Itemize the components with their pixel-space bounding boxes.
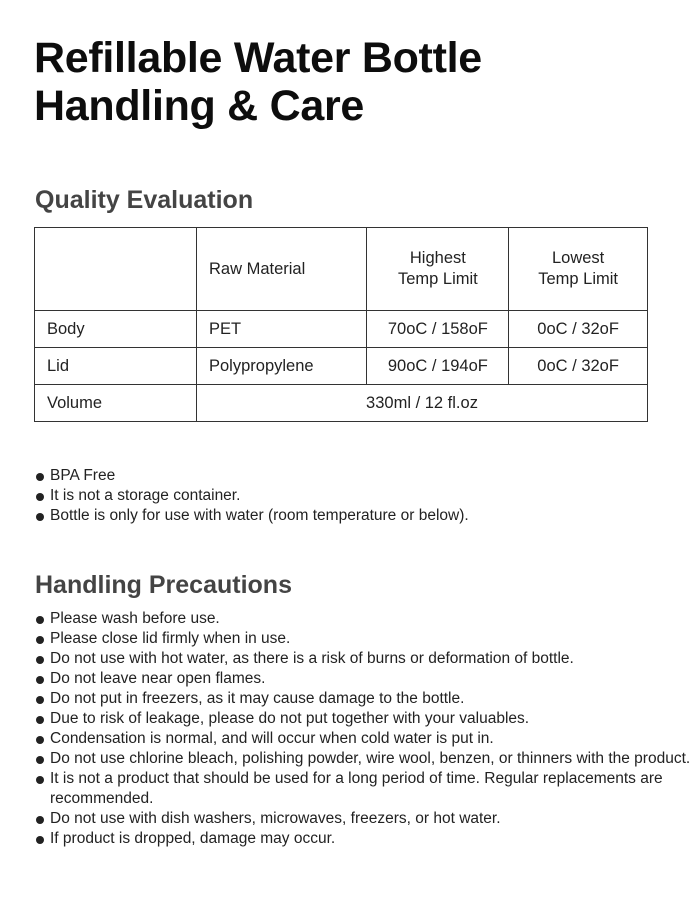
handling-precautions-heading: Handling Precautions — [35, 571, 292, 599]
table-row — [35, 348, 648, 385]
page-title-line-2: Handling & Care — [34, 82, 364, 130]
list-item: Please close lid firmly when in use. — [36, 629, 700, 649]
list-item: It is not a product that should be used for a long period of time. Regular replacements are recommended. — [36, 769, 700, 809]
cell-lowest-temp: 0oC / 32oF — [509, 311, 648, 348]
header-highest-temp — [367, 228, 509, 311]
table-header-row — [35, 228, 648, 311]
cell-volume-label: Volume — [35, 385, 197, 422]
quality-table — [34, 227, 648, 422]
list-item: Due to risk of leakage, please do not put together with your valuables. — [36, 709, 700, 729]
page-title — [34, 34, 482, 130]
table-row-volume — [35, 385, 648, 422]
list-item: Do not use with dish washers, microwaves, freezers, or hot water. — [36, 809, 700, 829]
header-highest-line-2: Temp Limit — [397, 270, 478, 288]
list-item: It is not a storage container. — [36, 486, 469, 506]
header-highest-line-1: Highest — [409, 249, 466, 267]
page-title-line-1: Refillable Water Bottle — [34, 34, 482, 82]
list-item: Please wash before use. — [36, 609, 700, 629]
list-item: Bottle is only for use with water (room temperature or below). — [36, 506, 469, 526]
header-lowest-line-1: Lowest — [551, 249, 605, 267]
notes-list — [36, 466, 469, 526]
cell-part: Lid — [35, 348, 197, 385]
list-item: Condensation is normal, and will occur when cold water is put in. — [36, 729, 700, 749]
list-item: Do not use chlorine bleach, polishing powder, wire wool, benzen, or thinners with the product. — [36, 749, 700, 769]
list-item: If product is dropped, damage may occur. — [36, 829, 700, 849]
header-empty-cell — [35, 228, 197, 311]
cell-volume-value: 330ml / 12 fl.oz — [197, 385, 648, 422]
cell-material: Polypropylene — [197, 348, 367, 385]
header-lowest-line-2: Temp Limit — [538, 270, 619, 288]
list-item: Do not put in freezers, as it may cause damage to the bottle. — [36, 689, 700, 709]
cell-highest-temp: 70oC / 158oF — [367, 311, 509, 348]
header-raw-material: Raw Material — [197, 228, 367, 311]
list-item: Do not leave near open flames. — [36, 669, 700, 689]
table-row — [35, 311, 648, 348]
cell-lowest-temp: 0oC / 32oF — [509, 348, 648, 385]
precautions-list — [36, 609, 700, 849]
list-item: Do not use with hot water, as there is a risk of burns or deformation of bottle. — [36, 649, 700, 669]
cell-part: Body — [35, 311, 197, 348]
cell-material: PET — [197, 311, 367, 348]
cell-highest-temp: 90oC / 194oF — [367, 348, 509, 385]
header-lowest-temp — [509, 228, 648, 311]
list-item: BPA Free — [36, 466, 469, 486]
quality-evaluation-heading: Quality Evaluation — [35, 186, 254, 214]
